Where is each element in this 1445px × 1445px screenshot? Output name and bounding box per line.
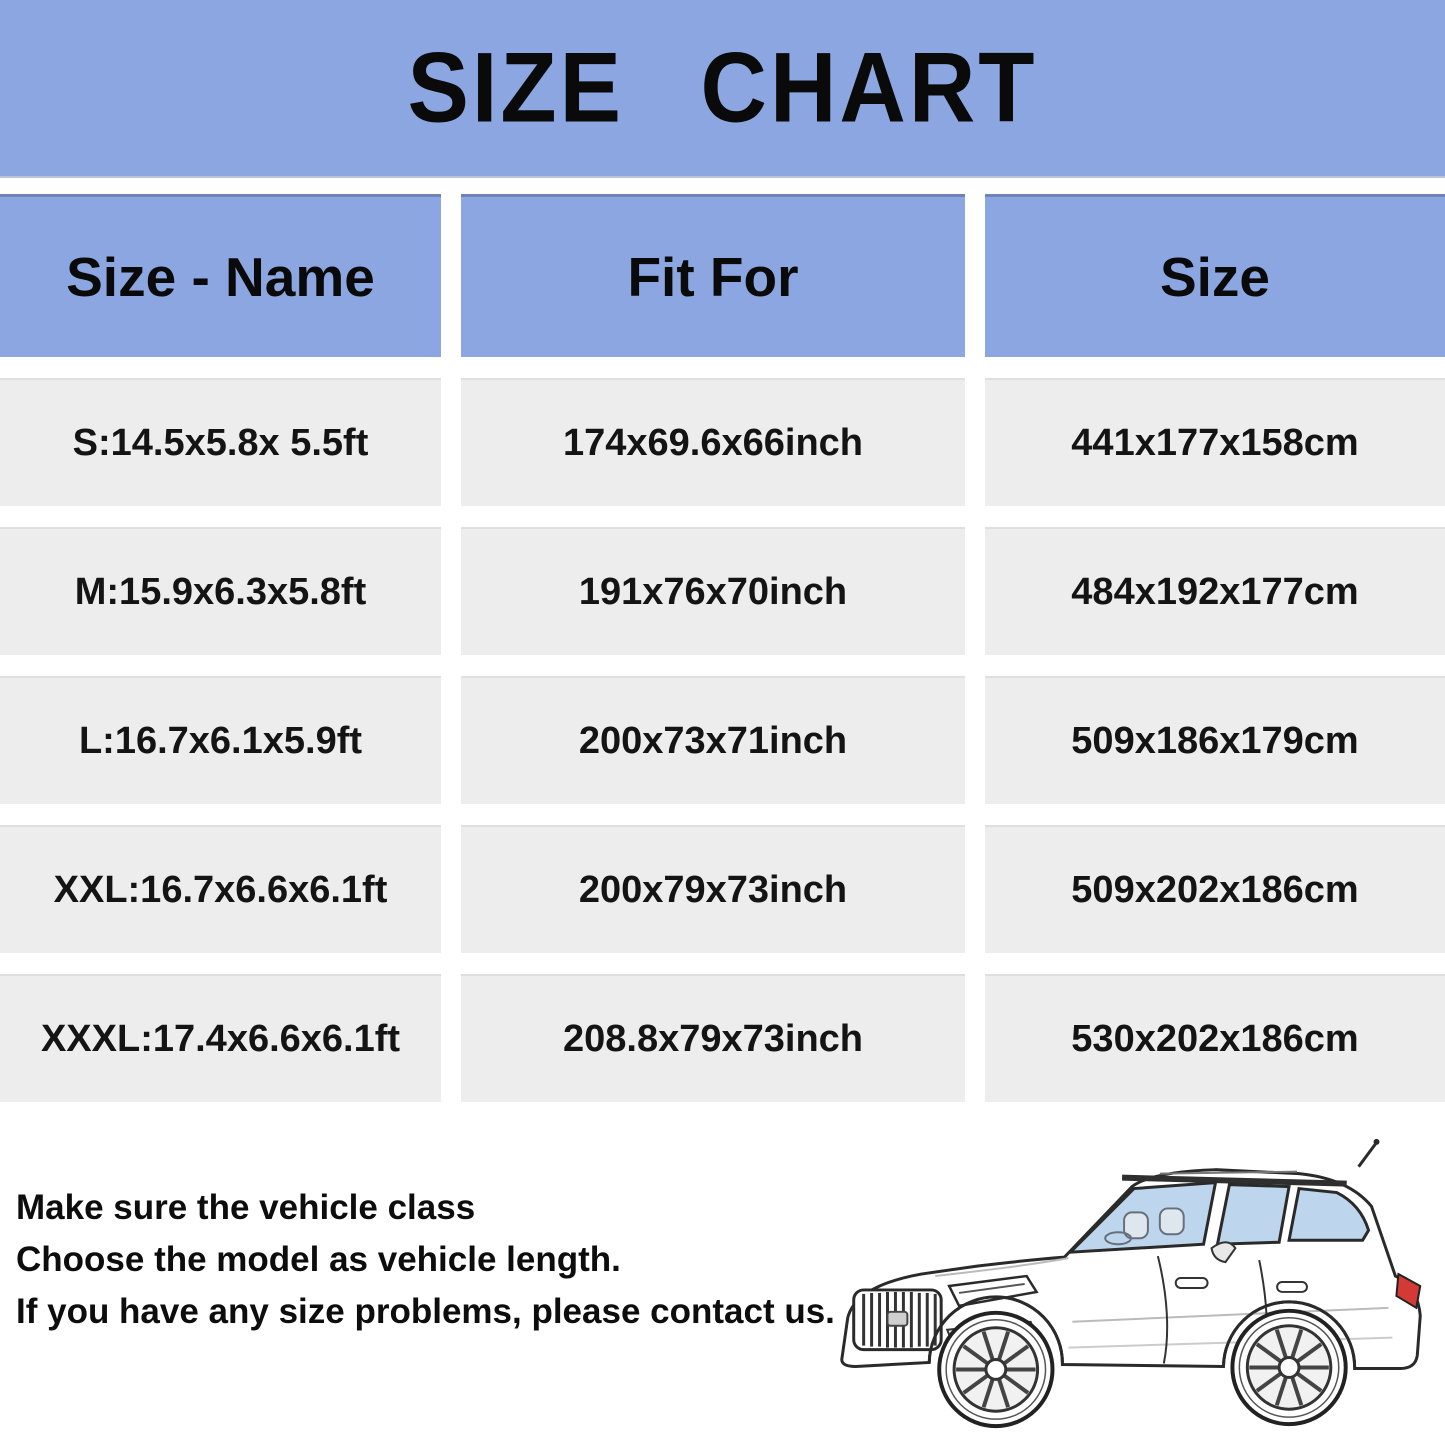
table-cell: 200x73x71inch xyxy=(461,676,965,804)
table-cell: 441x177x158cm xyxy=(985,378,1445,506)
header-cell-size: Size xyxy=(985,194,1445,357)
table-cell: XXL:16.7x6.6x6.1ft xyxy=(0,825,441,953)
table-cell: S:14.5x5.8x 5.5ft xyxy=(0,378,441,506)
note-line: Choose the model as vehicle length. xyxy=(16,1240,621,1279)
antenna-tip xyxy=(1374,1139,1380,1145)
table-cell: 509x186x179cm xyxy=(985,676,1445,804)
header-cell-fit-for: Fit For xyxy=(461,194,965,357)
note-line: If you have any size problems, please contact us. xyxy=(16,1292,835,1331)
table-cell: M:15.9x6.3x5.8ft xyxy=(0,527,441,655)
page-title: SIZE CHART xyxy=(407,32,1038,143)
size-notes xyxy=(16,1182,835,1338)
table-cell: 191x76x70inch xyxy=(461,527,965,655)
table-cell: 174x69.6x66inch xyxy=(461,378,965,506)
door-handle xyxy=(1277,1282,1307,1292)
table-cell: 530x202x186cm xyxy=(985,974,1445,1102)
header-cell-size-name: Size - Name xyxy=(0,194,441,357)
size-table xyxy=(0,194,1445,1102)
rear-wheel xyxy=(1232,1311,1345,1424)
seat-headrest xyxy=(1160,1208,1184,1234)
title-banner xyxy=(0,0,1445,176)
door-handle xyxy=(1176,1278,1208,1288)
note-line: Make sure the vehicle class xyxy=(16,1188,476,1227)
table-cell: XXXL:17.4x6.6x6.1ft xyxy=(0,974,441,1102)
front-side-window xyxy=(1217,1185,1289,1245)
table-cell: 509x202x186cm xyxy=(985,825,1445,953)
table-cell: 200x79x73inch xyxy=(461,825,965,953)
grille-badge xyxy=(888,1312,908,1326)
suv-car-illustration xyxy=(825,1117,1443,1445)
front-wheel xyxy=(939,1313,1052,1426)
table-cell: 208.8x79x73inch xyxy=(461,974,965,1102)
table-cell: 484x192x177cm xyxy=(985,527,1445,655)
antenna xyxy=(1359,1144,1376,1167)
table-cell: L:16.7x6.1x5.9ft xyxy=(0,676,441,804)
